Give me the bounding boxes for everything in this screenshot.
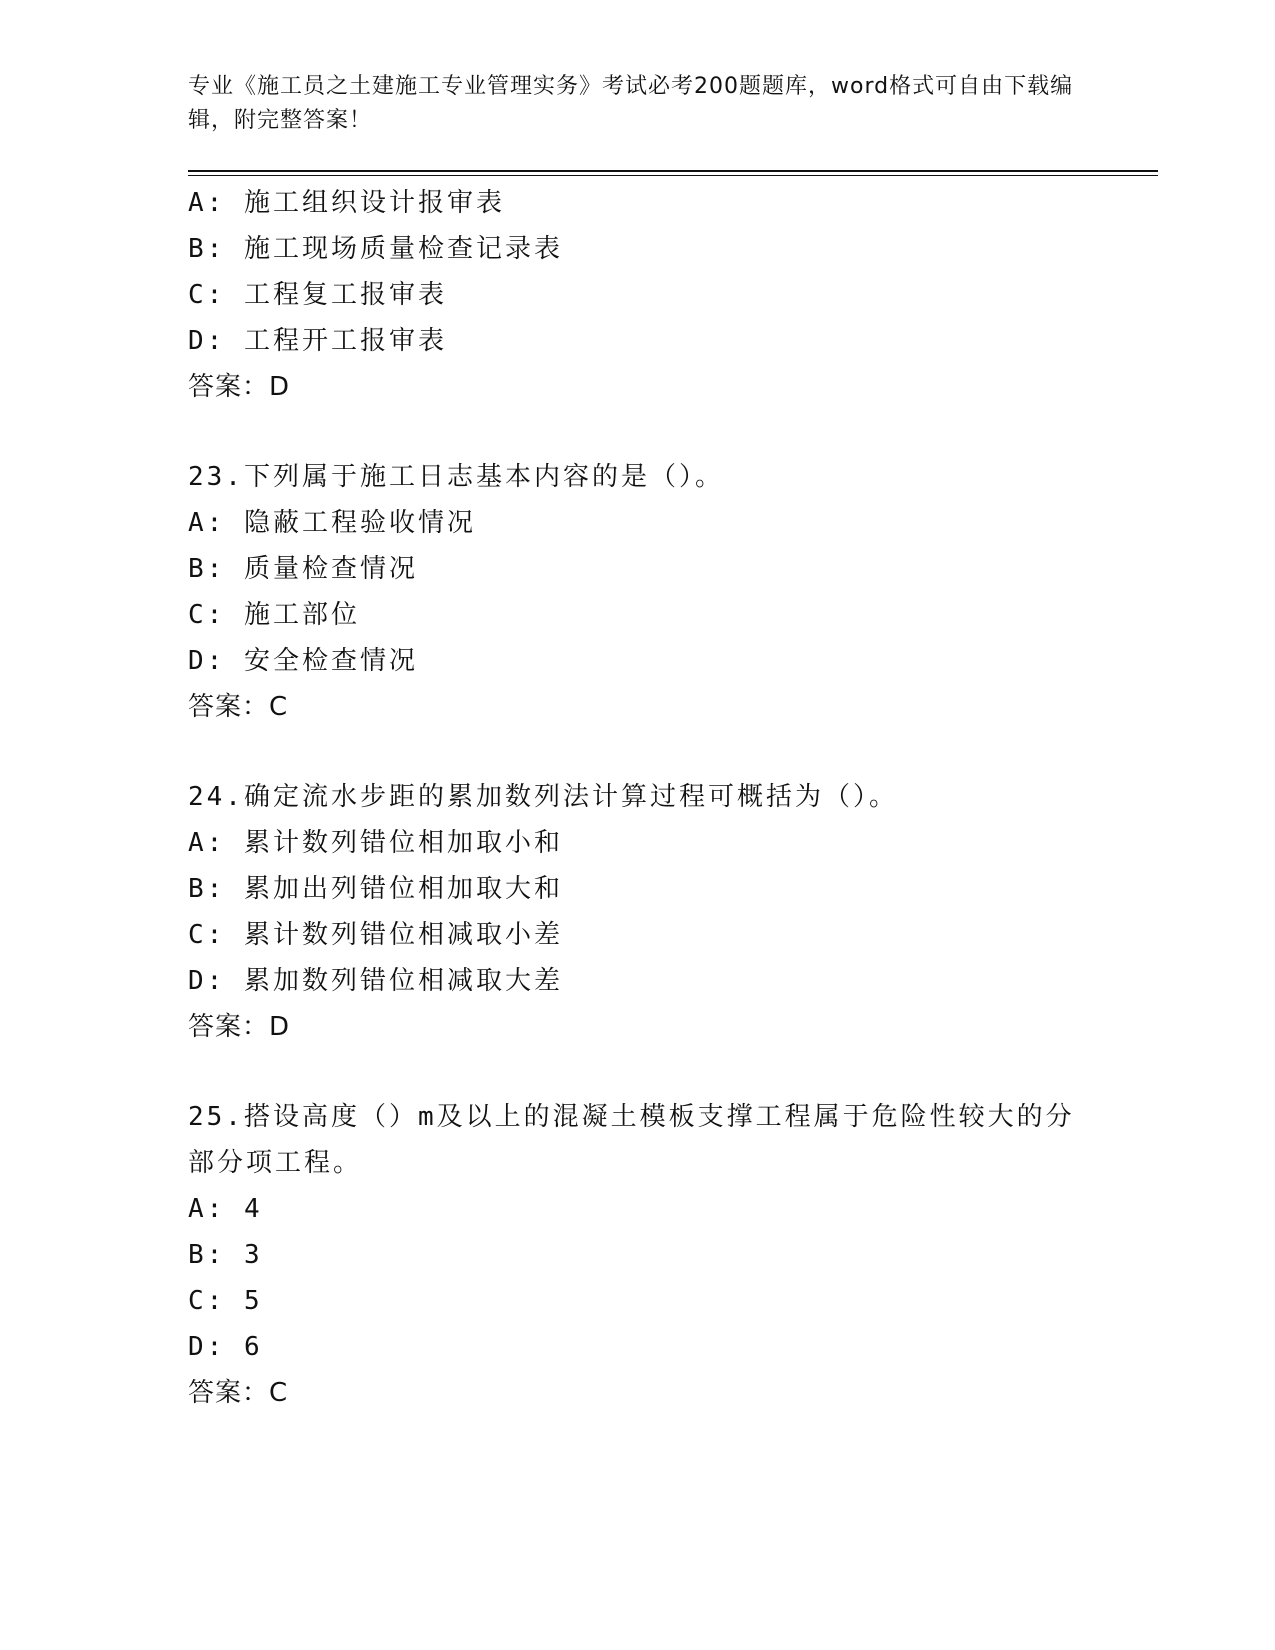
answer-line: 答案：C	[188, 692, 289, 722]
question-text: 23.下列属于施工日志基本内容的是（）。	[188, 462, 724, 492]
answer-line: 答案：C	[188, 1378, 289, 1408]
option-a: A: 累计数列错位相加取小和	[188, 828, 563, 858]
option-d: D: 6	[188, 1332, 263, 1362]
option-a: A: 施工组织设计报审表	[188, 188, 505, 218]
option-d: D: 累加数列错位相减取大差	[188, 966, 563, 996]
option-a: A: 4	[188, 1194, 263, 1224]
answer-line: 答案：D	[188, 372, 291, 402]
option-c: C: 工程复工报审表	[188, 280, 447, 310]
option-c: C: 施工部位	[188, 600, 360, 630]
option-d: D: 工程开工报审表	[188, 326, 447, 356]
document-header: 专业《施工员之土建施工专业管理实务》考试必考200题题库，word格式可自由下载编辑，附完整答案！	[188, 74, 1074, 133]
question-block-22	[188, 180, 1158, 410]
option-b: B: 3	[188, 1240, 263, 1270]
option-c: C: 5	[188, 1286, 263, 1316]
option-b: B: 累加出列错位相加取大和	[188, 874, 563, 904]
question-block-25	[188, 1094, 1158, 1416]
option-b: B: 施工现场质量检查记录表	[188, 234, 563, 264]
option-b: B: 质量检查情况	[188, 554, 418, 584]
answer-line: 答案：D	[188, 1012, 291, 1042]
question-block-24	[188, 774, 1158, 1050]
question-text: 24.确定流水步距的累加数列法计算过程可概括为（）。	[188, 782, 898, 812]
header-divider	[188, 170, 1158, 172]
document-page	[188, 70, 1158, 1416]
question-text: 25.搭设高度（）m及以上的混凝土模板支撑工程属于危险性较大的分部分项工程。	[188, 1102, 1075, 1178]
question-block-23	[188, 454, 1158, 730]
option-c: C: 累计数列错位相减取小差	[188, 920, 563, 950]
option-d: D: 安全检查情况	[188, 646, 418, 676]
document-content	[188, 180, 1158, 1416]
option-a: A: 隐蔽工程验收情况	[188, 508, 476, 538]
